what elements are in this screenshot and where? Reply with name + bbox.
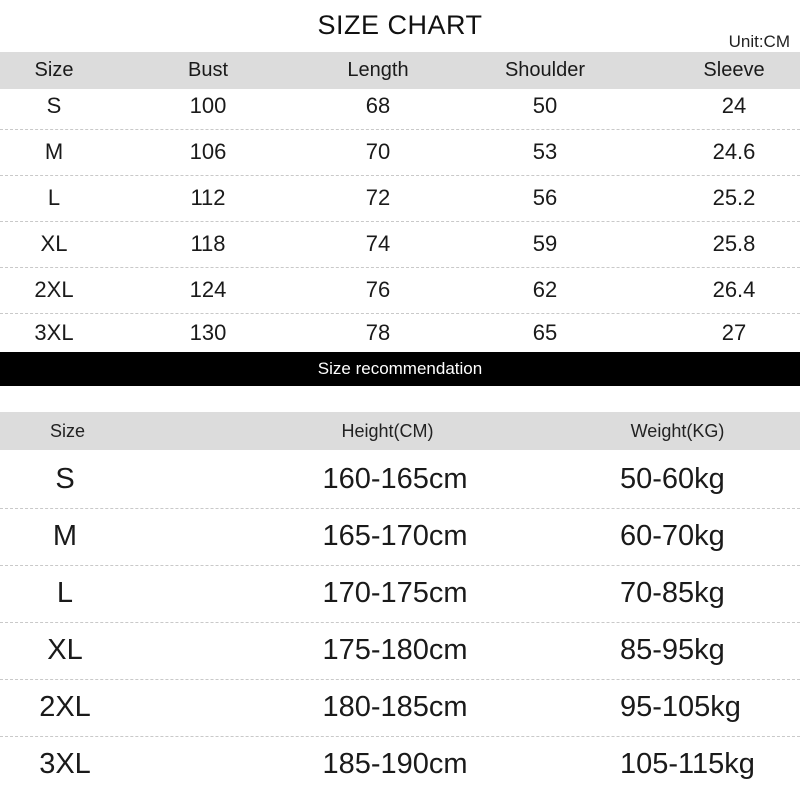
size-recommendation-banner: [0, 352, 800, 386]
cell-sleeve: 25.2: [712, 185, 756, 210]
cell-height: 175-180cm: [322, 634, 468, 666]
cell-height: 170-175cm: [322, 577, 468, 609]
cell-sleeve: 25.8: [712, 231, 756, 256]
cell-bust: 124: [189, 277, 227, 302]
table-row: [0, 565, 800, 623]
cell-size: XL: [40, 231, 68, 256]
table-row: [0, 508, 800, 566]
cell-size: 3XL: [34, 320, 74, 345]
cell-bust: 100: [189, 93, 227, 118]
header-size: Size: [49, 421, 85, 441]
cell-shoulder: 50: [532, 93, 558, 118]
header-weight: Weight(KG): [630, 421, 725, 441]
table-row: [0, 736, 800, 793]
cell-bust: 118: [190, 231, 226, 256]
cell-height: 180-185cm: [322, 691, 468, 723]
table-row: [0, 267, 800, 314]
cell-size: 3XL: [39, 748, 91, 780]
header-height: Height(CM): [341, 421, 434, 441]
cell-weight: 95-105kg: [620, 691, 741, 723]
cell-shoulder: 62: [532, 277, 558, 302]
unit-label: Unit:CM: [728, 32, 790, 51]
cell-weight: 70-85kg: [620, 577, 725, 609]
table-row: [0, 451, 800, 509]
cell-size: XL: [47, 634, 83, 666]
cell-shoulder: 53: [532, 139, 558, 164]
cell-size: M: [52, 520, 78, 552]
header-sleeve: Sleeve: [703, 59, 765, 81]
cell-shoulder: 56: [532, 185, 558, 210]
cell-shoulder: 65: [532, 320, 558, 345]
cell-size: S: [46, 93, 62, 118]
table-row: [0, 310, 800, 356]
cell-sleeve: 27: [721, 320, 747, 345]
cell-bust: 112: [190, 185, 226, 210]
cell-length: 74: [365, 231, 391, 256]
cell-size: M: [44, 139, 64, 164]
cell-length: 76: [365, 277, 391, 302]
cell-length: 72: [365, 185, 391, 210]
cell-bust: 130: [189, 320, 227, 345]
cell-sleeve: 26.4: [712, 277, 756, 302]
cell-size: L: [47, 185, 61, 210]
cell-height: 160-165cm: [322, 463, 468, 495]
cell-weight: 60-70kg: [620, 520, 725, 552]
cell-size: S: [55, 463, 75, 495]
header-length: Length: [347, 59, 409, 81]
cell-size: 2XL: [39, 691, 91, 723]
cell-sleeve: 24: [721, 93, 747, 118]
cell-size: 2XL: [34, 277, 74, 302]
cell-size: L: [56, 577, 74, 609]
table-row: [0, 221, 800, 268]
header-bust: Bust: [187, 59, 229, 81]
cell-length: 70: [365, 139, 391, 164]
cell-shoulder: 59: [532, 231, 558, 256]
cell-length: 78: [365, 320, 391, 345]
header-shoulder: Shoulder: [504, 59, 586, 81]
cell-bust: 106: [189, 139, 227, 164]
cell-length: 68: [365, 93, 391, 118]
cell-sleeve: 24.6: [712, 139, 756, 164]
cell-height: 185-190cm: [322, 748, 468, 780]
banner-label: Size recommendation: [317, 359, 483, 378]
table-row: [0, 679, 800, 737]
page-title: SIZE CHART: [317, 10, 483, 40]
cell-weight: 105-115kg: [620, 748, 755, 780]
table-row: [0, 622, 800, 680]
table-row: [0, 175, 800, 222]
header-size: Size: [34, 59, 74, 81]
table-row: [0, 83, 800, 130]
cell-height: 165-170cm: [322, 520, 468, 552]
recommendation-header-row: [0, 412, 800, 450]
table-row: [0, 129, 800, 176]
cell-weight: 85-95kg: [620, 634, 725, 666]
cell-weight: 50-60kg: [620, 463, 725, 495]
